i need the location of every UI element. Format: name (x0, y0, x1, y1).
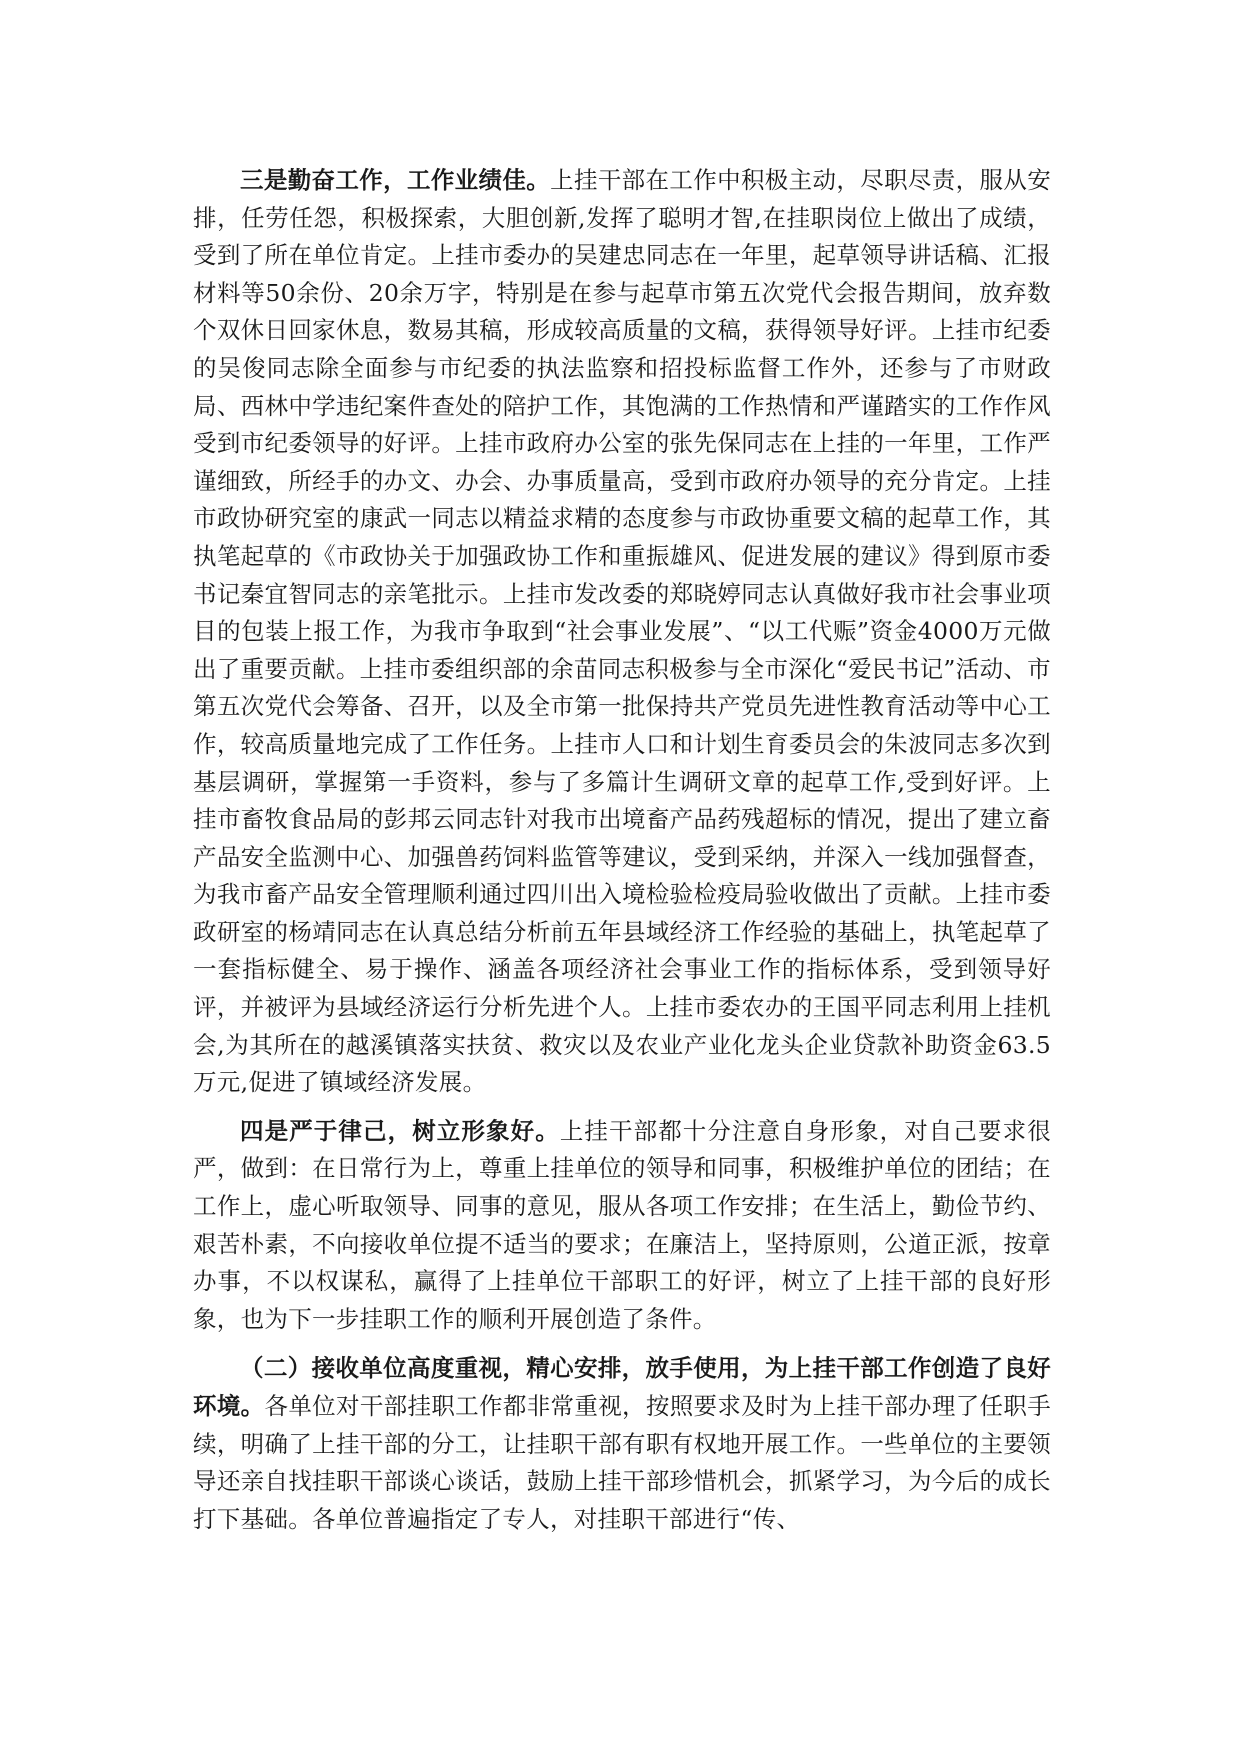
paragraph-lead: 三是勤奋工作，工作业绩佳。 (240, 166, 551, 194)
paragraph-body: 上挂干部都十分注意自身形象，对自己要求很严，做到：在日常行为上，尊重上挂单位的领导和同事，积极维护单位的团结；在工作上，虚心听取领导、同事的意见，服从各项工作安排；在生活上，勤俭节约、艰苦朴素，不向接收单位提不适当的要求；在廉洁上，坚持原则，公道正派，按章办事，不以权谋私，赢得了上挂单位干部职工的好评，树立了上挂干部的良好形象，也为下一步挂职工作的顺利开展创造了条件。 (193, 1116, 1052, 1333)
paragraph-work-performance (193, 162, 1051, 1102)
paragraph-receiving-units (193, 1350, 1051, 1538)
document-page (193, 162, 1051, 1550)
paragraph-lead: 四是严于律己，树立形象好。 (240, 1116, 560, 1145)
paragraph-body: 上挂干部在工作中积极主动，尽职尽责，服从安排，任劳任怨，积极探索，大胆创新,发挥了聪明才智,在挂职岗位上做出了成绩，受到了所在单位肯定。上挂市委办的吴建忠同志在一年里，起草领导讲话稿、汇报材料等50余份、20余万字，特别是在参与起草市第五次党代会报告期间，放弃数个双休日回家休息，数易其稿，形成较高质量的文稿，获得领导好评。上挂市纪委的吴俊同志除全面参与市纪委的执法监察和招投标监督工作外，还参与了市财政局、西林中学违纪案件查处的陪护工作，其饱满的工作热情和严谨踏实的工作作风受到市纪委领导的好评。上挂市政府办公室的张先保同志在上挂的一年里，工作严谨细致，所经手的办文、办会、办事质量高，受到市政府办领导的充分肯定。上挂市政协研究室的康武一同志以精益求精的态度参与市政协重要文稿的起草工作，其执笔起草的《市政协关于加强政协工作和重振雄风、促进发展的建议》得到原市委书记秦宜智同志的亲笔批示。上挂市发改委的郑晓婷同志认真做好我市社会事业项目的包装上报工作，为我市争取到“社会事业发展”、“以工代赈”资金4000万元做出了重要贡献。上挂市委组织部的余苗同志积极参与全市深化“爱民书记”活动、市第五次党代会筹备、召开，以及全市第一批保持共产党员先进性教育活动等中心工作，较高质量地完成了工作任务。上挂市人口和计划生育委员会的朱波同志多次到基层调研，掌握第一手资料，参与了多篇计生调研文章的起草工作,受到好评。上挂市畜牧食品局的彭邦云同志针对我市出境畜产品药残超标的情况，提出了建立畜产品安全监测中心、加强兽药饲料监管等建议，受到采纳，并深入一线加强督查，为我市畜产品安全管理顺利通过四川出入境检验检疫局验收做出了贡献。上挂市委政研室的杨靖同志在认真总结分析前五年县域经济工作经验的基础上，执笔起草了一套指标健全、易于操作、涵盖各项经济社会事业工作的指标体系，受到领导好评，并被评为县域经济运行分析先进个人。上挂市委农办的王国平同志利用上挂机会,为其所在的越溪镇落实扶贫、救灾以及农业产业化龙头企业贷款补助资金63.5万元,促进了镇域经济发展。 (193, 166, 1051, 1097)
paragraph-body: 各单位对干部挂职工作都非常重视，按照要求及时为上挂干部办理了任职手续，明确了上挂干部的分工，让挂职干部有职有权地开展工作。一些单位的主要领导还亲自找挂职干部谈心谈话，鼓励上挂干部珍惜机会，抓紧学习，为今后的成长打下基础。各单位普遍指定了专人，对挂职干部进行“传、 (193, 1392, 1051, 1533)
paragraph-self-discipline (193, 1113, 1051, 1339)
paragraph-lead: （二）接收单位高度重视，精心安排，放手使用，为上挂干部工作创造了良好环境。 (193, 1354, 1051, 1420)
